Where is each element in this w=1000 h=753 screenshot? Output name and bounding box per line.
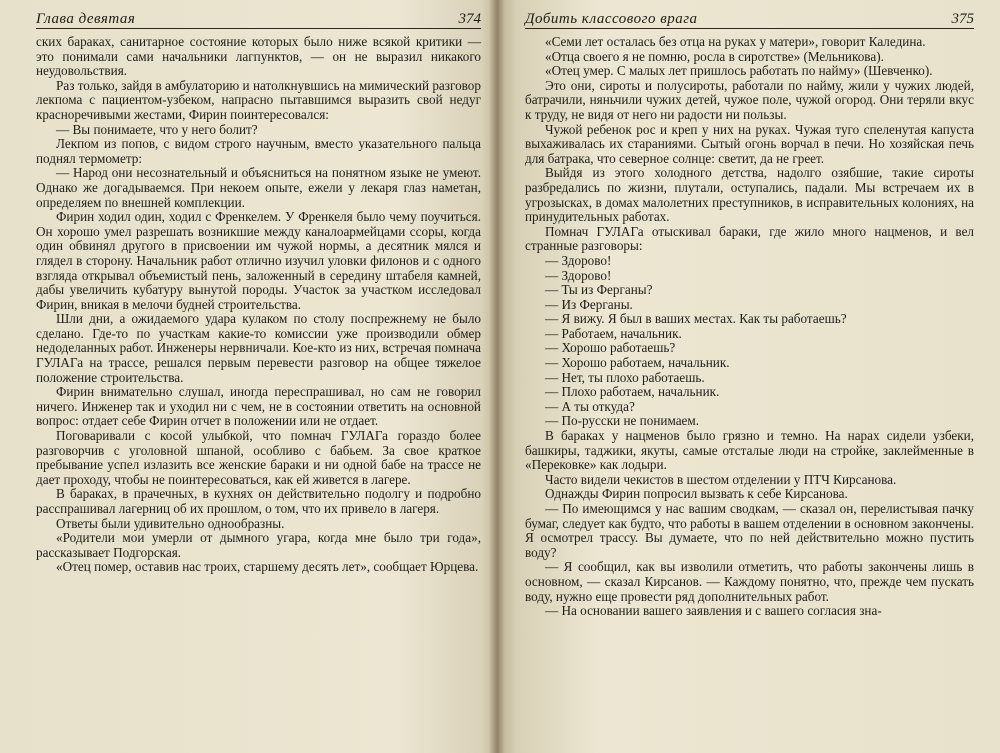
- paragraph: Ответы были удивительно однообразны.: [56, 515, 285, 531]
- dialogue-line: — По-русски не понимаем.: [545, 413, 700, 429]
- paragraph: Выйдя из этого холодного детства, надолго озябшие, такие сироты разбредались по жизни, плутали, оступались, падали. Мы встречаем их в угрозысках, в домах малолетних преступников, в исправительных колониях, на принудительных работах.: [525, 165, 974, 225]
- left-page-header: [36, 6, 481, 29]
- paragraph: — Народ они несознательный и объясниться на понятном языке не умеют. Однако же догадываемся. При некоем опыте, ежели у лекаря глаз наметан, определяем по внешней комплекции.: [36, 165, 481, 210]
- paragraph: «Отец умер. С малых лет пришлось работать по найму» (Шевченко).: [545, 63, 933, 79]
- right-page-text: [525, 35, 974, 619]
- dialogue-line: — Хорошо работаем, начальник.: [545, 355, 730, 371]
- chapter-title: Глава девятая: [36, 11, 136, 27]
- paragraph: — Я сообщил, как вы изволили отметить, что работы закончены лишь в основном, — сказал Кирсанов. — Каждому понятно, что, прежде чем пускать воду, нужно еще провести ряд дополнительных работ.: [525, 559, 974, 604]
- dialogue-line: — А ты откуда?: [545, 398, 635, 414]
- dialogue-line: — Из Ферганы.: [545, 296, 633, 312]
- paragraph: ских бараках, санитарное состояние которых было ниже всякой критики — это понимали сами начальники лагпунктов, — он не выразил никакого неудовольствия.: [36, 34, 481, 79]
- paragraph: «Отца своего я не помню, росла в сиротстве» (Мельникова).: [545, 48, 884, 64]
- dialogue-line: — Хорошо работаешь?: [545, 340, 676, 356]
- dialogue-line: — Работаем, начальник.: [545, 325, 682, 341]
- paragraph: Шли дни, а ожидаемого удара кулаком по столу поспрежнему не было сделано. Где-то по участкам какие-то комиссии уже производили обмер недоделанных работ. Инженеры нервничали. Кое-кто из них, встречая помнача ГУЛАГа на трассе, решался первым перевести разговор на общее тяжелое положение строительства.: [36, 311, 481, 385]
- paragraph: «Семи лет осталась без отца на руках у матери», говорит Каледина.: [545, 34, 926, 49]
- left-page: [0, 0, 497, 753]
- right-page-header: [525, 6, 974, 29]
- paragraph: Фирин внимательно слушал, иногда переспрашивал, но сам не говорил ничего. Инженер так и уходил ни с чем, не в состоянии ответить на основной вопрос: отдает себе Фирин отчет в положении или не отдает.: [36, 384, 481, 429]
- left-page-number: 374: [458, 11, 481, 27]
- book-gutter: [489, 0, 505, 753]
- paragraph: — На основании вашего заявления и с вашего согласия зна-: [545, 603, 882, 619]
- dialogue-line: — Здорово!: [545, 267, 612, 283]
- dialogue-line: — Нет, ты плохо работаешь.: [545, 369, 705, 385]
- paragraph: В бараках, в прачечных, в кухнях он действительно подолгу и подробно расспрашивал лагерниц об их прошлом, о том, что их привело в лагеря.: [36, 486, 481, 516]
- paragraph: Это они, сироты и полусироты, работали по найму, жили у чужих людей, батрачили, няньчили чужих детей, чужое поле, чужой огород. Они теряли вкус к труду, не видя от него ни радости ни пользы.: [525, 77, 974, 122]
- dialogue-line: — Я вижу. Я был в ваших местах. Как ты работаешь?: [545, 311, 847, 327]
- paragraph: Поговаривали с косой улыбкой, что помнач ГУЛАГа гораздо более разговорчив с уголовной шпаной, особливо с бабьем. За свое краткое пребывание успел излазить все женские бараки и ни одной бабе на трассе не дает проходу, чтобы не поинтересоваться, как ей живется в лагере.: [36, 428, 481, 487]
- paragraph: Часто видели чекистов в шестом отделении у ПТЧ Кирсанова.: [545, 471, 897, 487]
- right-page-number: 375: [951, 11, 974, 27]
- left-page-text: [36, 35, 481, 575]
- paragraph: — Вы понимаете, что у него болит?: [56, 121, 258, 137]
- paragraph: Чужой ребенок рос и креп у них на руках. Чужая туго спеленутая капуста выхаживалась их стараниями. Сытый огонь ворчал в печи. Но хозяйская печь для батрака, что северное солнце: светит, да не греет.: [525, 121, 974, 166]
- dialogue-line: — Ты из Ферганы?: [545, 282, 653, 298]
- paragraph: Помнач ГУЛАГа отыскивал бараки, где жило много нацменов, и вел странные разговоры:: [525, 223, 974, 254]
- right-page: [497, 0, 1000, 753]
- paragraph: — По имеющимся у нас вашим сводкам, — сказал он, перелистывая пачку бумаг, следует как будто, что работы в вашем отделении в основном закончены. Я осмотрел трассу. Вы думаете, что по ней действительно можно пустить воду?: [525, 501, 974, 560]
- chapter-subtitle: Добить классового врага: [525, 11, 698, 27]
- paragraph: Фирин ходил один, ходил с Френкелем. У Френкеля было чему поучиться. Он хорошо умел разрешать возникшие между каналоармейцами ссоры, когда один обвинял другого в присвоении им чужой нормы, а десятник мялся и глядел в сторону. Начальник работ отлично изучил уловки филонов и с одного взгляда открывал объемистый пень, заложенный в середину штабеля камней, дабы увеличить кубатуру вынутой породы. Участок за участком исследовал Фирин, вникая в мелочи будней строительства.: [36, 209, 481, 312]
- paragraph: Раз только, зайдя в амбулаторию и натолкнувшись на мимический разговор лекпома с пациентом-узбеком, напрасно пытавшимся выразить свой недуг красноречивыми жестами, Фирин поинтересовался:: [36, 77, 481, 122]
- dialogue-line: — Плохо работаем, начальник.: [545, 384, 720, 400]
- paragraph: Однажды Фирин попросил вызвать к себе Кирсанова.: [545, 486, 848, 502]
- paragraph: В бараках у нацменов было грязно и темно. На нарах сидели узбеки, башкиры, таджики, якуты, самые отсталые люди на стройке, заклейменные в «Перековке» как лодыри.: [525, 428, 974, 473]
- paragraph: Лекпом из попов, с видом строго научным, вместо указательного пальца поднял термометр:: [36, 136, 481, 166]
- dialogue-line: — Здорово!: [545, 252, 612, 268]
- paragraph: «Отец помер, оставив нас троих, старшему десять лет», сообщает Юрцева.: [56, 559, 479, 575]
- paragraph: «Родители мои умерли от дымного угара, когда мне было три года», рассказывает Подгорская.: [36, 530, 481, 560]
